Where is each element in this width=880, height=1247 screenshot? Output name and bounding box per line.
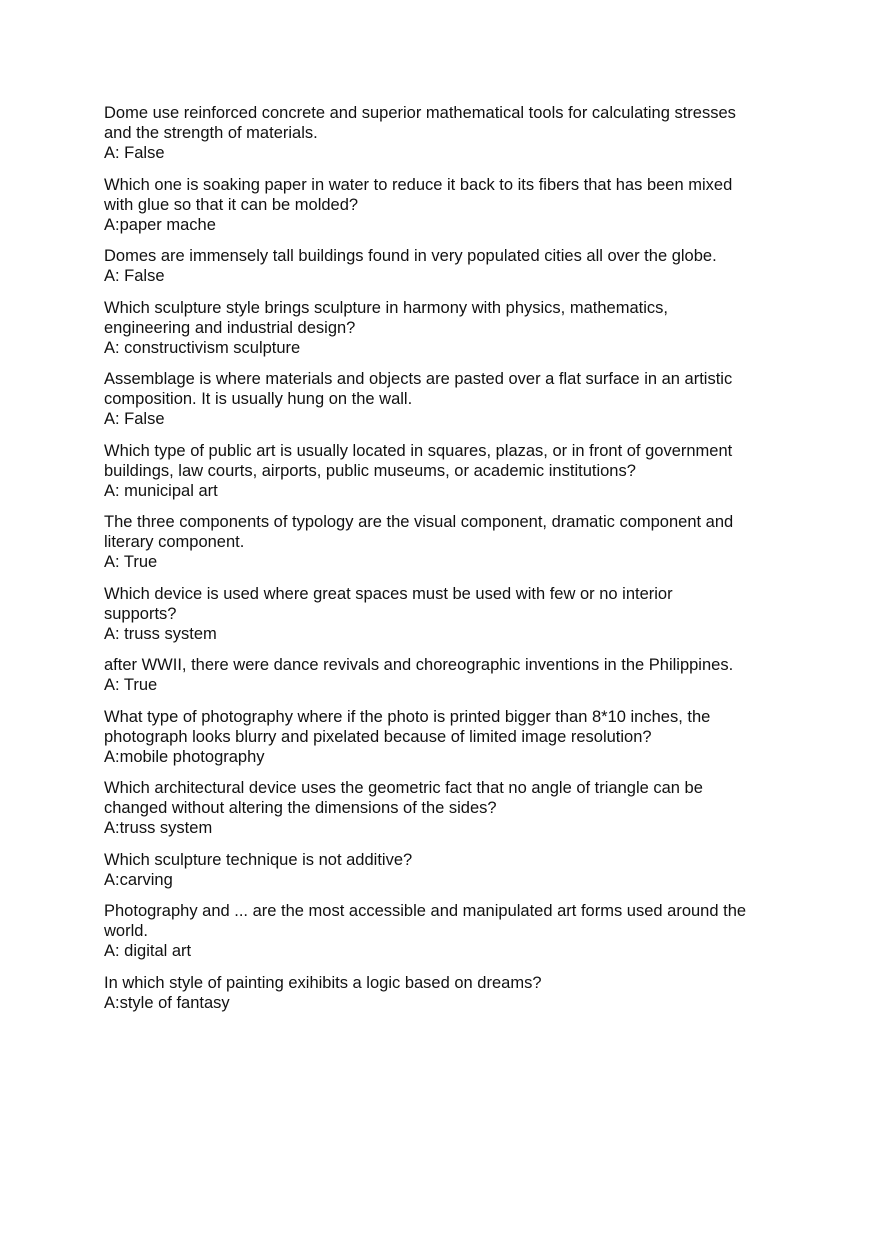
question-line: Which sculpture technique is not additive? bbox=[104, 850, 413, 869]
qa-item bbox=[104, 103, 804, 163]
qa-item bbox=[104, 901, 804, 961]
question-line: buildings, law courts, airports, public museums, or academic institutions? bbox=[104, 461, 636, 480]
answer: A: False bbox=[104, 267, 165, 285]
question-line: world. bbox=[104, 922, 149, 940]
qa-item bbox=[104, 298, 804, 358]
question-line: Photography and ... are the most accessible and manipulated art forms used around the bbox=[104, 902, 747, 920]
question-line: photograph looks blurry and pixelated because of limited image resolution? bbox=[104, 727, 652, 746]
answer: A:paper mache bbox=[104, 215, 216, 234]
question-line: Dome use reinforced concrete and superior mathematical tools for calculating stresses bbox=[104, 104, 736, 122]
answer: A: True bbox=[104, 553, 158, 571]
question-line: literary component. bbox=[104, 533, 245, 551]
question-line: Assemblage is where materials and objects are pasted over a flat surface in an artistic bbox=[104, 370, 733, 388]
answer: A:style of fantasy bbox=[104, 993, 230, 1012]
answer: A: digital art bbox=[104, 942, 192, 960]
answer: A:mobile photography bbox=[104, 747, 265, 766]
answer: A: True bbox=[104, 676, 158, 694]
qa-item bbox=[104, 175, 804, 235]
question-line: and the strength of materials. bbox=[104, 124, 318, 142]
qa-item bbox=[104, 655, 804, 695]
question-line: Which architectural device uses the geometric fact that no angle of triangle can be bbox=[104, 779, 703, 797]
qa-item bbox=[104, 850, 804, 890]
question-line: after WWII, there were dance revivals and choreographic inventions in the Philippines. bbox=[104, 656, 734, 674]
question-line: Which sculpture style brings sculpture in harmony with physics, mathematics, bbox=[104, 298, 668, 317]
qa-item bbox=[104, 441, 804, 501]
question-line: The three components of typology are the visual component, dramatic component and bbox=[104, 513, 734, 531]
question-line: Which type of public art is usually located in squares, plazas, or in front of government bbox=[104, 441, 733, 460]
answer: A:truss system bbox=[104, 819, 213, 837]
question-line: In which style of painting exihibits a logic based on dreams? bbox=[104, 973, 542, 992]
qa-item bbox=[104, 584, 804, 644]
document-page bbox=[104, 103, 804, 1024]
question-line: engineering and industrial design? bbox=[104, 318, 356, 337]
question-line: supports? bbox=[104, 604, 177, 623]
question-line: Which device is used where great spaces must be used with few or no interior bbox=[104, 584, 673, 603]
qa-item bbox=[104, 973, 804, 1013]
answer: A:carving bbox=[104, 870, 173, 889]
question-line: changed without altering the dimensions of the sides? bbox=[104, 799, 497, 817]
question-line: Domes are immensely tall buildings found in very populated cities all over the globe. bbox=[104, 247, 717, 265]
answer: A: False bbox=[104, 144, 165, 162]
question-line: Which one is soaking paper in water to reduce it back to its fibers that has been mixed bbox=[104, 175, 733, 194]
question-line: What type of photography where if the photo is printed bigger than 8*10 inches, the bbox=[104, 707, 711, 726]
qa-item bbox=[104, 246, 804, 286]
question-line: composition. It is usually hung on the wall. bbox=[104, 390, 413, 408]
question-line: with glue so that it can be molded? bbox=[104, 195, 359, 214]
answer: A: False bbox=[104, 410, 165, 428]
answer: A: truss system bbox=[104, 624, 217, 643]
qa-item bbox=[104, 778, 804, 838]
qa-item bbox=[104, 369, 804, 429]
answer: A: constructivism sculpture bbox=[104, 338, 301, 357]
qa-item bbox=[104, 707, 804, 767]
answer: A: municipal art bbox=[104, 481, 218, 500]
qa-item bbox=[104, 512, 804, 572]
